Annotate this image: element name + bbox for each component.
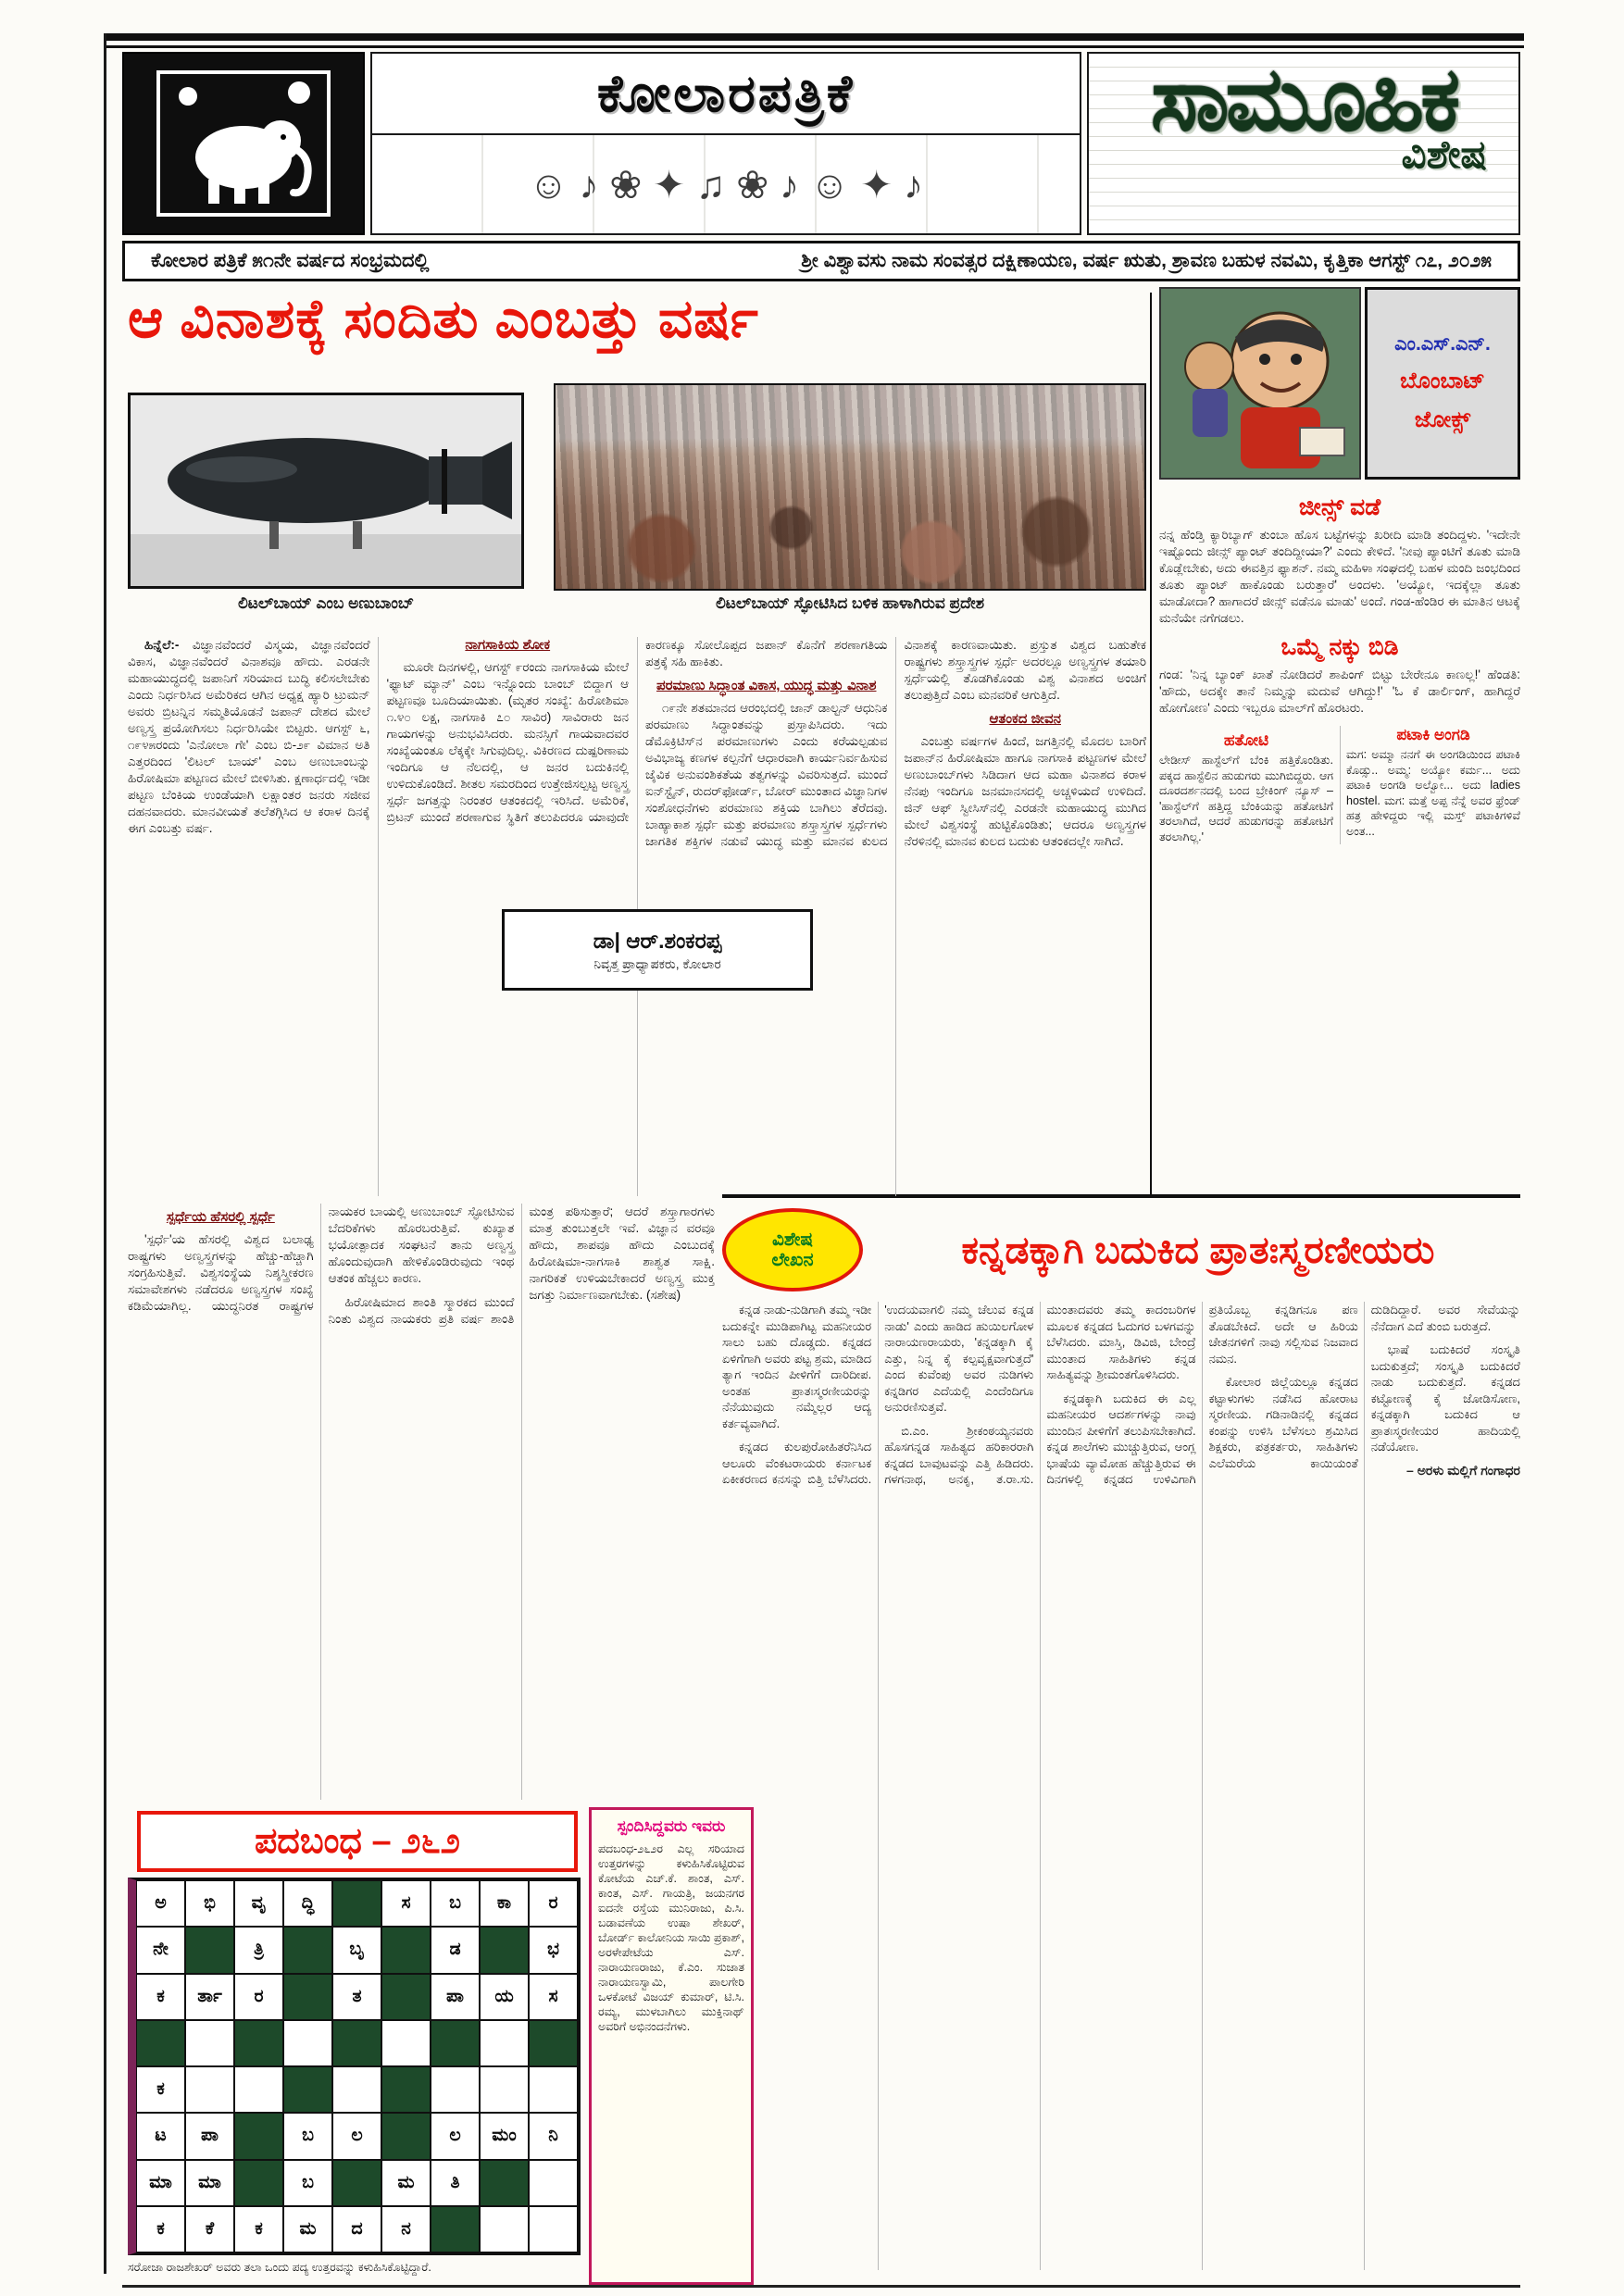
top-rule-thick	[104, 33, 1524, 41]
crossword-cell	[529, 2206, 578, 2252]
masthead	[122, 52, 1520, 235]
crossword-cell	[431, 2020, 480, 2066]
special-article-title: ಕನ್ನಡಕ್ಕಾಗಿ ಬದುಕಿದ ಪ್ರಾತಃಸ್ಮರಣೀಯರು	[961, 1228, 1435, 1271]
crossword-cell: ದ	[332, 2206, 381, 2252]
crossword-cell	[283, 2020, 332, 2066]
article-subhead: ಸ್ಪರ್ಧೆಯ ಹೆಸರಲ್ಲಿ ಸ್ಪರ್ಧೆ	[166, 1209, 275, 1225]
crossword-cell	[480, 2206, 529, 2252]
special-article-badge	[722, 1208, 863, 1292]
jokes-brand-word1: ಬೊಂಬಾಟ್	[1400, 368, 1485, 393]
crossword-cell: ರ	[529, 1880, 578, 1927]
jokes-column	[1159, 487, 1520, 1196]
crossword-cell	[529, 2066, 578, 2113]
article-paragraph: ಎಂಬತ್ತು ವರ್ಷಗಳ ಹಿಂದೆ, ಜಗತ್ತಿನಲ್ಲಿ ಮೊದಲ ಬಾರಿಗೆ ಜಪಾನ್‌ನ ಹಿರೋಷಿಮಾ ಹಾಗೂ ನಾಗಸಾಕಿ ಪಟ್ಟಣಗಳ ಮೇಲೆ ಅಣುಬಾಂಬ್‌ಗಳು ಸಿಡಿದಾಗ ಆದ ಮಹಾ ವಿನಾಶದ ಕರಾಳ ನೆನಪು ಇಂದಿಗೂ ಜನಮಾನಸದಲ್ಲಿ ಅಚ್ಚಳಿಯದೆ ಉಳಿದಿದೆ. ಜಿನ್ ಆಫ್ ಸ್ವೀಸಿಸ್‌ನಲ್ಲಿ ಎರಡನೇ ಮಹಾಯುದ್ಧ ಮುಗಿದ ಮೇಲೆ ವಿಶ್ವಸಂಸ್ಥೆ ಹುಟ್ಟಿಕೊಂಡಿತು; ಆದರೂ ಅಣ್ವಸ್ತ್ರಗಳ ನೆರಳಿನಲ್ಲಿ ಮಾನವ ಕುಲದ ಬದುಕು ಆತಂಕದಲ್ಲೇ ಸಾಗಿದೆ.	[904, 734, 1146, 848]
jokes-brand-box	[1365, 287, 1520, 480]
crossword-cell	[234, 2020, 283, 2066]
special-paragraph: ಕನ್ನಡಕ್ಕಾಗಿ ಬದುಕಿದ ಈ ಎಲ್ಲ ಮಹನೀಯರ ಆದರ್ಶಗಳನ್ನು ನಾವು ಮುಂದಿನ ಪೀಳಿಗೆಗೆ ತಲುಪಿಸಬೇಕಾಗಿದೆ. ಕನ್ನಡ ಶಾಲೆಗಳು ಮುಚ್ಚುತ್ತಿರುವ, ಆಂಗ್ಲ ಭಾಷೆಯ ವ್ಯಾಮೋಹ ಹೆಚ್ಚುತ್ತಿರುವ ಈ ದಿನಗಳಲ್ಲಿ ಕನ್ನಡದ ಉಳಿವಿಗಾಗಿ ಪ್ರತಿಯೊಬ್ಬ ಕನ್ನಡಿಗನೂ ಪಣ ತೊಡಬೇಕಿದೆ. ಅದೇ ಆ ಹಿರಿಯ ಚೇತನಗಳಿಗೆ ನಾವು ಸಲ್ಲಿಸುವ ನಿಜವಾದ ನಮನ.	[1046, 1303, 1358, 1486]
joke-title: ಹತೋಟಿ	[1223, 731, 1269, 749]
article-subhead: ನಾಗಸಾಕಿಯ ಶೋಕ	[465, 637, 551, 653]
jokes-brand-word2: ಜೋಕ್ಸ್	[1414, 407, 1471, 432]
special-paragraph: ಭಾಷೆ ಬದುಕಿದರೆ ಸಂಸ್ಕೃತಿ ಬದುಕುತ್ತದೆ; ಸಂಸ್ಕೃತಿ ಬದುಕಿದರೆ ನಾಡು ಬದುಕುತ್ತದೆ. ಕನ್ನಡದ ಕಟ್ಟೋಣಕ್ಕೆ ಕೈ ಜೋಡಿಸೋಣ, ಕನ್ನಡಕ್ಕಾಗಿ ಬದುಕಿದ ಆ ಪ್ರಾತಃಸ್ಮರಣೀಯರ ಹಾದಿಯಲ್ಲಿ ನಡೆಯೋಣ.	[1370, 1342, 1520, 1454]
crossword-cell: ಕ	[234, 2206, 283, 2252]
article-paragraph: ಹಿರೋಷಿಮಾದ ಶಾಂತಿ ಸ್ಮಾರಕದ ಮುಂದೆ ನಿಂತು ವಿಶ್ವದ ನಾಯಕರು ಪ್ರತಿ ವರ್ಷ ಶಾಂತಿ ಮಂತ್ರ ಪಠಿಸುತ್ತಾರೆ; ಆದರೆ ಶಸ್ತ್ರಾಗಾರಗಳು ಮಾತ್ರ ತುಂಬುತ್ತಲೇ ಇವೆ. ವಿಜ್ಞಾನ ವರವೂ ಹೌದು, ಶಾಪವೂ ಹೌದು ಎಂಬುದಕ್ಕೆ ಹಿರೋಷಿಮಾ-ನಾಗಸಾಕಿ ಶಾಶ್ವತ ಸಾಕ್ಷಿ. ನಾಗರಿಕತೆ ಉಳಿಯಬೇಕಾದರೆ ಅಣ್ವಸ್ತ್ರ ಮುಕ್ತ ಜಗತ್ತು ನಿರ್ಮಾಣವಾಗಬೇಕು. (ಸಶೇಷ)	[328, 1204, 715, 1326]
joke-text: ಲೇಡೀಸ್ ಹಾಸ್ಟೆಲ್‌ಗೆ ಬೆಂಕಿ ಹತ್ತಿಕೊಂಡಿತು. ಪಕ್ಕದ ಹಾಸ್ಟೆಲಿನ ಹುಡುಗರು ಮುಗಿಬಿದ್ದರು. ಆಗ ದೂರದರ್ಶನದಲ್ಲಿ ಬಂದ ಬ್ರೇಕಿಂಗ್ ನ್ಯೂಸ್ – 'ಹಾಸ್ಟೆಲ್‌ಗೆ ಹತ್ತಿದ್ದ ಬೆಂಕಿಯನ್ನು ಹತೋಟಿಗೆ ತರಲಾಗಿದೆ, ಆದರೆ ಹುಡುಗರನ್ನು ಹತೋಟಿಗೆ ತರಲಾಗಿಲ್ಲ.'	[1159, 754, 1333, 843]
crossword-cell: ಪಾ	[185, 2113, 234, 2159]
crossword-cell	[283, 2066, 332, 2113]
crossword-cell: ಬೃ	[332, 1927, 381, 1973]
special-paragraph: ಕೋಲಾರ ಜಿಲ್ಲೆಯಲ್ಲೂ ಕನ್ನಡದ ಕಟ್ಟಾಳುಗಳು ನಡೆಸಿದ ಹೋರಾಟ ಸ್ಮರಣೀಯ. ಗಡಿನಾಡಿನಲ್ಲಿ ಕನ್ನಡದ ಕಂಪನ್ನು ಉಳಿಸಿ ಬೆಳೆಸಲು ಶ್ರಮಿಸಿದ ಶಿಕ್ಷಕರು, ಪತ್ರಕರ್ತರು, ಸಾಹಿತಿಗಳು ಎಲೆಮರೆಯ ಕಾಯಿಯಂತೆ ದುಡಿದಿದ್ದಾರೆ. ಅವರ ಸೇವೆಯನ್ನು ನೆನೆದಾಗ ಎದೆ ತುಂಬಿ ಬರುತ್ತದೆ.	[1208, 1303, 1520, 1470]
crossword-cell: ರ	[234, 1974, 283, 2020]
page-bottom-rule	[122, 2285, 1520, 2288]
crossword-cell: ಕೆ	[185, 2206, 234, 2252]
crossword-cell: ಅ	[136, 1880, 185, 1927]
crossword-cell	[381, 2020, 431, 2066]
joke-text: ಗಂಡ: 'ನಿನ್ನ ಬ್ಯಾಂಕ್ ಖಾತೆ ನೋಡಿದರೆ ಶಾಪಿಂಗ್ ಬಿಟ್ಟು ಬೇರೇನೂ ಕಾಣಲ್ಲ!' ಹೆಂಡತಿ: 'ಹೌದು, ಅದಕ್ಕೇ ತಾನೆ ನಿಮ್ಮನ್ನು ಮದುವೆ ಆಗಿದ್ದು!' 'ಓ ಕೆ ಡಾರ್ಲಿಂಗ್, ಹಾಗಿದ್ದರೆ ಹೋಗೋಣ' ಎಂದು ಇಬ್ಬರೂ ಮಾಲ್‌ಗೆ ಹೊರಟರು.	[1159, 668, 1520, 715]
jokes-brand-author: ಎಂ.ಎಸ್.ಎನ್.	[1394, 333, 1491, 355]
crossword-cell	[480, 2160, 529, 2206]
joke-title: ಪಟಾಕಿ ಅಂಗಡಿ	[1396, 726, 1470, 743]
article-paragraph: ಮೂರೇ ದಿನಗಳಲ್ಲಿ, ಆಗಸ್ಟ್ ೯ರಂದು ನಾಗಸಾಕಿಯ ಮೇಲೆ 'ಫ್ಯಾಟ್ ಮ್ಯಾನ್' ಎಂಬ ಇನ್ನೊಂದು ಬಾಂಬ್ ಬಿದ್ದಾಗ ಆ ಪಟ್ಟಣವೂ ಬೂದಿಯಾಯಿತು. (ಮೃತರ ಸಂಖ್ಯೆ: ಹಿರೋಶಿಮಾ ೧.೪೦ ಲಕ್ಷ, ನಾಗಸಾಕಿ ೭೦ ಸಾವಿರ) ಸಾವಿರಾರು ಜನ ಗಾಯಗಳನ್ನು ಅನುಭವಿಸಿದರು. ಮನಸ್ಸಿಗೆ ಗಾಯವಾದವರ ಸಂಖ್ಯೆಯಂತೂ ಲೆಕ್ಕಕ್ಕೇ ಸಿಗುವುದಿಲ್ಲ. ವಿಕಿರಣದ ದುಷ್ಪರಿಣಾಮ ಇಂದಿಗೂ ಆ ನೆಲದಲ್ಲಿ, ಆ ಜನರ ಬದುಕಿನಲ್ಲಿ ಉಳಿದುಕೊಂಡಿದೆ. ಶೀತಲ ಸಮರದಿಂದ ಉತ್ತೇಜಿಸಲ್ಪಟ್ಟ ಅಣ್ವಸ್ತ್ರ ಸ್ಪರ್ಧೆ ಜಗತ್ತನ್ನು ನಿರಂತರ ಆತಂಕದಲ್ಲಿ ಇರಿಸಿದೆ. ಅಮೆರಿಕೆ, ಬ್ರಿಟನ್ ಮುಂದೆ ಶರಣಾಗುವ ಸ್ಥಿತಿಗೆ ತಲುಪಿದರೂ ಯಾವುದೇ ಕಾರಣಕ್ಕೂ ಸೋಲೊಪ್ಪದ ಜಪಾನ್ ಕೊನೆಗೆ ಶರಣಾಗತಿಯ ಪತ್ರಕ್ಕೆ ಸಹಿ ಹಾಕಿತು.	[386, 638, 888, 824]
article-subhead: ಆತಂಕದ ಜೀವನ	[989, 711, 1061, 727]
main-headline: ಆ ವಿನಾಶಕ್ಕೆ ಸಂದಿತು ಎಂಬತ್ತು ವರ್ಷ	[128, 293, 759, 349]
special-article-header	[722, 1205, 1520, 1294]
crossword-footnote: ಸರೋಜಾ ರಾಜಶೇಖರ್ ಅವರು ತಲಾ ಒಂದು ಪದ್ಯ ಉತ್ತರವನ್ನು ಕಳುಹಿಸಿಕೊಟ್ಟಿದ್ದಾರೆ.	[128, 2261, 431, 2274]
crossword-cell: ಭ	[529, 1927, 578, 1973]
crossword-cell: ಕಾ	[480, 1880, 529, 1927]
crossword-cell	[332, 2020, 381, 2066]
crossword-cell: ಡ	[431, 1927, 480, 1973]
crossword-cell	[381, 2066, 431, 2113]
crossword-cell	[332, 2066, 381, 2113]
crossword-cell: ನ	[381, 2206, 431, 2252]
crossword-cell: ನೇ	[136, 1927, 185, 1973]
special-article-signature: – ಅರಳು ಮಲ್ಲಿಗೆ ಗಂಗಾಧರ	[1406, 1462, 1520, 1478]
crossword-cell: ಲ	[332, 2113, 381, 2159]
crossword-cell: ಬ	[283, 2160, 332, 2206]
crossword-cell	[480, 1927, 529, 1973]
crossword-cell	[234, 2160, 283, 2206]
jokes-two-columns	[1159, 726, 1520, 844]
responders-title: ಸ್ಪಂದಿಸಿದ್ದವರು ಇವರು	[617, 1817, 726, 1835]
badge-line2: ಲೇಖನ	[771, 1250, 814, 1270]
bomb-illustration-icon	[131, 395, 521, 586]
crossword-cell	[185, 2066, 234, 2113]
crossword-title-box: ಪದಬಂಧ – ೨೬೨	[137, 1811, 578, 1872]
crossword-cell: ಮ	[283, 2206, 332, 2252]
lead-label: ಹಿನ್ನೆಲೆ:-	[144, 638, 180, 652]
top-rule-thin	[104, 45, 1524, 48]
joke-title: ಒಮ್ಮೆ ನಕ್ಕು ಬಿಡಿ	[1280, 634, 1399, 660]
crossword-cell: ಕ	[136, 2066, 185, 2113]
crossword-cell	[283, 1927, 332, 1973]
caricature-icon	[1161, 289, 1361, 480]
crossword-cell: ಯ	[480, 1974, 529, 2020]
ruins-photo	[554, 383, 1146, 591]
special-article-body	[722, 1302, 1520, 2270]
article-lead-text: ವಿಜ್ಞಾನವೆಂದರೆ ವಿಸ್ಮಯ, ವಿಜ್ಞಾನವೆಂದರೆ ವಿಕಾಸ, ವಿಜ್ಞಾನವೆಂದರೆ ವಿನಾಶವೂ ಹೌದು. ಎರಡನೇ ಮಹಾಯುದ್ಧದಲ್ಲಿ ಜಪಾನಿಗೆ ಸರಿಯಾದ ಬುದ್ಧಿ ಕಲಿಸಲೇಬೇಕು ಎಂದು ನಿರ್ಧರಿಸಿದ ಅಮೆರಿಕದ ಆಗಿನ ಅಧ್ಯಕ್ಷ ಹ್ಯಾರಿ ಟ್ರುಮನ್ ಅವರು ಬ್ರಿಟನ್ನಿನ ಸಮ್ಮತಿಯೊಡನೆ ಜಪಾನ್ ದೇಶದ ಮೇಲೆ ಅಣ್ವಸ್ತ್ರ ಪ್ರಯೋಗಿಸಲು ನಿರ್ಧರಿಸಿಯೇ ಬಿಟ್ಟರು. ಆಗಸ್ಟ್ ೬, ೧೯೪೫ರಂದು 'ಎನೋಲಾ ಗೇ' ಎಂಬ ಬಿ-೨೯ ವಿಮಾನ ಅತಿ ಎತ್ತರದಿಂದ 'ಲಿಟಲ್ ಬಾಯ್' ಎಂಬ ಅಣುಬಾಂಬನ್ನು ಹಿರೋಷಿಮಾ ಪಟ್ಟಣದ ಮೇಲೆ ಬೀಳಿಸಿತು. ಕ್ಷಣಾರ್ಧದಲ್ಲಿ ಇಡೀ ಪಟ್ಟಣ ಬೆಂಕಿಯ ಉಂಡೆಯಾಗಿ ಲಕ್ಷಾಂತರ ಜನರು ಸಜೀವ ದಹನವಾದರು. ಮಾನವೀಯತೆ ತಲೆತಗ್ಗಿಸಿದ ಆ ಕರಾಳ ದಿನಕ್ಕೆ ಈಗ ಎಂಬತ್ತು ವರ್ಷ.	[128, 638, 370, 835]
crossword-cell: ಸ	[381, 1880, 431, 1927]
crossword-cell	[529, 2020, 578, 2066]
article-paragraph: ೧೯ನೇ ಶತಮಾನದ ಆರಂಭದಲ್ಲಿ ಜಾನ್ ಡಾಲ್ಟನ್ ಆಧುನಿಕ ಪರಮಾಣು ಸಿದ್ಧಾಂತವನ್ನು ಪ್ರಸ್ತಾಪಿಸಿದರು. ಇದು ಡೆಮೊಕ್ರಿಟಿಸ್‌ನ ಪರಮಾಣುಗಳು ಎಂದು ಕರೆಯಲ್ಪಡುವ ಅವಿಭಾಜ್ಯ ಕಣಗಳ ಕಲ್ಪನೆಗೆ ಆಧಾರವಾಗಿ ಕಾರ್ಯನಿರ್ವಹಿಸುವ ಜೈವಿಕ ಅನುವಂಶಿಕತೆಯ ತತ್ವಗಳನ್ನು ವಿವರಿಸುತ್ತದೆ. ಮುಂದೆ ಐನ್‌ಸ್ಟೈನ್, ರುದರ್‌ಫೋರ್ಡ್, ಬೋರ್ ಮುಂತಾದ ವಿಜ್ಞಾನಿಗಳ ಸಂಶೋಧನೆಗಳು ಪರಮಾಣು ಶಕ್ತಿಯ ಬಾಗಿಲು ತೆರೆದವು. ಬಾಹ್ಯಾಕಾಶ ಸ್ಪರ್ಧೆ ಮತ್ತು ಪರಮಾಣು ಶಸ್ತ್ರಾಸ್ತ್ರಗಳ ಸ್ಪರ್ಧೆಗಳು ಜಾಗತಿಕ ಶಕ್ತಿಗಳ ನಡುವೆ ಯುದ್ಧ ಮತ್ತು ಮಾನವ ಕುಲದ ವಿನಾಶಕ್ಕೆ ಕಾರಣವಾಯಿತು. ಪ್ರಸ್ತುತ ವಿಶ್ವದ ಬಹುತೇಕ ರಾಷ್ಟ್ರಗಳು ಶಸ್ತ್ರಾಸ್ತ್ರಗಳ ಸ್ಪರ್ಧೆ ಅದರಲ್ಲೂ ಅಣ್ವಸ್ತ್ರಗಳ ತಯಾರಿ ಸ್ಪರ್ಧೆಯಲ್ಲಿ ತೊಡಗಿಕೊಂಡು ವಿಶ್ವ ವಿನಾಶದ ಅಂಚಿಗೆ ತಲುಪುತ್ತಿದೆ ಎಂಬ ಮನವರಿಕೆ ಆಗುತ್ತಿದೆ.	[645, 638, 1146, 848]
byline-name: ಡಾ| ಆರ್.ಶಂಕರಪ್ಪ	[593, 928, 722, 953]
crossword-cell	[431, 2066, 480, 2113]
crossword-cell	[381, 1974, 431, 2020]
crossword-cell	[283, 1974, 332, 2020]
article-continuation	[128, 1204, 715, 1800]
crossword-cell: ರ್ತಾ	[185, 1974, 234, 2020]
special-paragraph: ಬಿ.ಎಂ. ಶ್ರೀಕಂಠಯ್ಯನವರು ಹೊಸಗನ್ನಡ ಸಾಹಿತ್ಯದ ಹರಿಕಾರರಾಗಿ ಕನ್ನಡದ ಬಾವುಟವನ್ನು ಎತ್ತಿ ಹಿಡಿದರು. ಗಳಗನಾಥ, ಅನಕೃ, ತ.ರಾ.ಸು. ಮುಂತಾದವರು ತಮ್ಮ ಕಾದಂಬರಿಗಳ ಮೂಲಕ ಕನ್ನಡದ ಓದುಗರ ಬಳಗವನ್ನು ಬೆಳೆಸಿದರು. ಮಾಸ್ತಿ, ಡಿವಿಜಿ, ಬೇಂದ್ರೆ ಮುಂತಾದ ಸಾಹಿತಿಗಳು ಕನ್ನಡ ಸಾಹಿತ್ಯವನ್ನು ಶ್ರೀಮಂತಗೊಳಿಸಿದರು.	[884, 1303, 1196, 1486]
joke-title: ಜೀನ್ಸ್ ವಡೆ	[1298, 494, 1381, 520]
crossword-cell: ಸ	[529, 1974, 578, 2020]
culture-strip-icons: ☺ ♪ ❀ ✦ ♫ ❀ ♪ ☺ ✦ ♪	[370, 135, 1081, 235]
byline-role: ನಿವೃತ್ತ ಪ್ರಾಧ್ಯಾಪಕರು, ಕೋಲಾರ	[593, 955, 721, 971]
dateline-right: ಶ್ರೀ ವಿಶ್ವಾವಸು ನಾಮ ಸಂವತ್ಸರ ದಕ್ಷಿಣಾಯಣ, ವರ್ಷ ಋತು, ಶ್ರಾವಣ ಬಹುಳ ನವಮಿ, ಕೃತ್ತಿಕಾ ಆಗಸ್ಟ್ ೧೭, ೨೦೨೫	[801, 250, 1492, 271]
special-paragraph: ಕನ್ನಡ ನಾಡು-ನುಡಿಗಾಗಿ ತಮ್ಮ ಇಡೀ ಬದುಕನ್ನೇ ಮುಡಿಪಾಗಿಟ್ಟ ಮಹನೀಯರ ಸಾಲು ಬಹು ದೊಡ್ಡದು. ಕನ್ನಡದ ಏಳಿಗೆಗಾಗಿ ಅವರು ಪಟ್ಟ ಶ್ರಮ, ಮಾಡಿದ ತ್ಯಾಗ ಇಂದಿನ ಪೀಳಿಗೆಗೆ ದಾರಿದೀಪ. ಅಂತಹ ಪ್ರಾತಃಸ್ಮರಣೀಯರನ್ನು ನೆನೆಯುವುದು ನಮ್ಮೆಲ್ಲರ ಆದ್ಯ ಕರ್ತವ್ಯವಾಗಿದೆ.	[722, 1303, 872, 1430]
crossword-cell	[431, 2206, 480, 2252]
joke-text: ಮಗ: ಅಮ್ಮಾ ನನಗೆ ಈ ಅಂಗಡಿಯಿಂದ ಪಟಾಕಿ ಕೊಡ್ಸು.. ಅಮ್ಮ: ಅಯ್ಯೋ ಕರ್ಮ... ಅದು ಪಟಾಕಿ ಅಂಗಡಿ ಅಲ್ವೋ... ಅದು ladies hostel. ಮಗ: ಮತ್ತೆ ಅಪ್ಪ ನೆನ್ನೆ ಅವರ ಫ್ರೆಂಡ್ ಹತ್ರ ಹೇಳಿದ್ದರು ಇಲ್ಲಿ ಮಸ್ತ್ ಪಟಾಕಿಗಳಿವೆ ಅಂತ...	[1346, 748, 1520, 838]
edition-title-line1: ಸಾಮೂಹಿಕ	[1150, 52, 1457, 149]
crossword-cell	[185, 1927, 234, 1973]
badge-line1: ವಿಶೇಷ	[771, 1229, 814, 1250]
crossword-cell: ತ	[332, 1974, 381, 2020]
crossword-cell	[332, 1880, 381, 1927]
crossword-cell: ಕ	[136, 1974, 185, 2020]
crossword-cell: ದ್ಧಿ	[283, 1880, 332, 1927]
special-paragraph: ಕನ್ನಡದ ಕುಲಪುರೋಹಿತರೆನಿಸಿದ ಆಲೂರು ವೆಂಕಟರಾಯರು ಕರ್ನಾಟಕ ಏಕೀಕರಣದ ಕನಸನ್ನು ಬಿತ್ತಿ ಬೆಳೆಸಿದರು. 'ಉದಯವಾಗಲಿ ನಮ್ಮ ಚೆಲುವ ಕನ್ನಡ ನಾಡು' ಎಂದು ಹಾಡಿದ ಹುಯಿಲಗೋಳ ನಾರಾಯಣರಾಯರು, 'ಕನ್ನಡಕ್ಕಾಗಿ ಕೈ ಎತ್ತು, ನಿನ್ನ ಕೈ ಕಲ್ಪವೃಕ್ಷವಾಗುತ್ತದೆ' ಎಂದ ಕುವೆಂಪು ಅವರ ನುಡಿಗಳು ಕನ್ನಡಿಗರ ಎದೆಯಲ್ಲಿ ಎಂದೆಂದಿಗೂ ಅನುರಣಿಸುತ್ತವೆ.	[722, 1303, 1034, 1486]
joke-text: ನನ್ನ ಹೆಂಡ್ತಿ ಕ್ಯಾರಿಬ್ಯಾಗ್ ತುಂಬಾ ಹೊಸ ಬಟ್ಟೆಗಳನ್ನು ಖರೀದಿ ಮಾಡಿ ತಂದಿದ್ದಳು. 'ಇದೇನೇ ಇಷ್ಟೊಂದು ಜೀನ್ಸ್ ಪ್ಯಾಂಟ್ ತಂದಿದ್ದೀಯಾ?' ಎಂದು ಕೇಳಿದೆ. 'ನೀವು ಪ್ಯಾಂಟಿಗೆ ತೂತು ಮಾಡಿ ಕೊಡ್ಲೇಬೇಕು, ಅದು ಈವತ್ತಿನ ಫ್ಯಾಶನ್. ನಮ್ಮ ಮಹಿಳಾ ಸಂಘದಲ್ಲಿ ಬಹಳ ಮಂದಿ ಜಂಭದಿಂದ ತೂತು ಪ್ಯಾಂಟ್ ಹಾಕೊಂಡು ಬರುತ್ತಾರೆ' ಅಂದಳು. 'ಅಯ್ಯೋ, ಇದಕ್ಕೆಲ್ಲಾ ತೂತು ಮಾಡೋದಾ? ಹಾಗಾದರೆ ಜೀನ್ಸ್ ವಡೆನೂ ಮಾಡು' ಅಂದೆ. ಗಂಡ-ಹೆಂಡಿರ ಈ ಮಾತಿನ ಆಟಕ್ಕೆ ಮನೆಯೇ ನಗೆಗಡಲು.	[1159, 528, 1520, 625]
crossword-cell: ಮ	[381, 2160, 431, 2206]
crossword-cell: ಮಾ	[136, 2160, 185, 2206]
dateline-bar	[122, 241, 1520, 281]
crossword-cell	[136, 2020, 185, 2066]
crossword-cell	[185, 2020, 234, 2066]
crossword-cell: ಭಿ	[185, 1880, 234, 1927]
elephant-art	[122, 52, 365, 235]
page-left-edge	[104, 33, 106, 2274]
byline-box	[502, 909, 813, 991]
crossword-cell: ಪಾ	[431, 1974, 480, 2020]
crossword-cell: ಮಾ	[185, 2160, 234, 2206]
bomb-photo	[128, 393, 524, 589]
crossword-cell: ವೃ	[234, 1880, 283, 1927]
crossword-cell	[234, 2066, 283, 2113]
bomb-photo-caption: ಲಿಟಲ್‌ಬಾಯ್ ಎಂಬ ಅಣುಬಾಂಬ್	[237, 594, 415, 612]
edition-title-line2: ವಿಶೇಷ	[1401, 132, 1487, 177]
crossword-responders-box	[589, 1807, 754, 2285]
crossword-cell	[529, 2160, 578, 2206]
dateline-left: ಕೋಲಾರ ಪತ್ರಿಕೆ ೫೧ನೇ ವರ್ಷದ ಸಂಭ್ರಮದಲ್ಲಿ	[151, 250, 430, 271]
crossword-cell	[381, 1927, 431, 1973]
crossword-cell: ಟ	[136, 2113, 185, 2159]
crossword-cell: ತ್ರಿ	[234, 1927, 283, 1973]
responders-text: ಪದಬಂಧ-೨೬೨ರ ಎಲ್ಲ ಸರಿಯಾದ ಉತ್ತರಗಳನ್ನು ಕಳುಹಿಸಿಕೊಟ್ಟಿರುವ ಕೋಟೆಯ ಎಚ್.ಕೆ. ಶಾಂತ, ಎಸ್. ಕಾಂತ, ಎಸ್. ಗಾಯತ್ರಿ, ಜಯನಗರ ಐದನೇ ರಸ್ತೆಯ ಮುನಿರಾಜು, ಪಿ.ಸಿ. ಬಡಾವಣೆಯ ಉಷಾ ಶೇಖರ್, ಬೋರ್ಡ್ ಕಾಲೋನಿಯ ಸಾಯಿ ಪ್ರಕಾಶ್, ಅರಳೇಪೇಟೆಯ ಎಸ್. ನಾರಾಯಣರಾಜು, ಕೆ.ಎಂ. ಸುಜಾತ ನಾರಾಯಣಸ್ವಾಮಿ, ಪಾಲಗೇರಿ ಒಳಕೋಟೆ ವಿಜಯ್ ಕುಮಾರ್, ಟಿ.ಸಿ. ರಮ್ಯ, ಮುಳಬಾಗಿಲು ಮುಕ್ತಿನಾಥ್ ಅವರಿಗೆ ಅಭಿನಂದನೆಗಳು.	[598, 1842, 744, 2033]
cartoonist-caricature-image	[1159, 287, 1361, 480]
crossword-cell: ಬ	[283, 2113, 332, 2159]
crossword-cell	[480, 2020, 529, 2066]
crossword-cell	[381, 2113, 431, 2159]
crossword-cell: ಕ	[136, 2206, 185, 2252]
crossword-cell	[234, 2113, 283, 2159]
edition-title-art	[1087, 52, 1520, 235]
masthead-center	[370, 52, 1081, 235]
article-subhead: ಪರಮಾಣು ಸಿದ್ಧಾಂತ ವಿಕಾಸ, ಯುದ್ಧ ಮತ್ತು ವಿನಾಶ	[656, 678, 877, 693]
crossword-cell: ಲ	[431, 2113, 480, 2159]
article-paragraph: 'ಸ್ಪರ್ಧೆ'ಯ ಹೆಸರಲ್ಲಿ ವಿಶ್ವದ ಬಲಾಢ್ಯ ರಾಷ್ಟ್ರಗಳು ಅಣ್ವಸ್ತ್ರಗಳನ್ನು ಹೆಚ್ಚು-ಹೆಚ್ಚಾಗಿ ಸಂಗ್ರಹಿಸುತ್ತಿವೆ. ವಿಶ್ವಸಂಸ್ಥೆಯ ನಿಶ್ಶಸ್ತ್ರೀಕರಣ ಸಮಾವೇಶಗಳು ನಡೆದರೂ ಅಣ್ವಸ್ತ್ರಗಳ ಸಂಖ್ಯೆ ಕಡಿಮೆಯಾಗಿಲ್ಲ. ಯುದ್ಧನಿರತ ರಾಷ್ಟ್ರಗಳ ನಾಯಕರ ಬಾಯಲ್ಲಿ ಅಣುಬಾಂಬ್ ಸ್ಫೋಟಿಸುವ ಬೆದರಿಕೆಗಳು ಹೊರಬರುತ್ತಿವೆ. ಕುಖ್ಯಾತ ಭಯೋತ್ಪಾದಕ ಸಂಘಟನೆ ತಾನು ಅಣ್ವಸ್ತ್ರ ಹೊಂದುವುದಾಗಿ ಹೇಳಿಕೊಂಡಿರುವುದು ಇಂಥ ಆತಂಕ ಹೆಚ್ಚಲು ಕಾರಣ.	[128, 1204, 515, 1313]
ruins-photo-caption: ಲಿಟಲ್‌ಬಾಯ್ ಸ್ಫೋಟಿಸಿದ ಬಳಿಕ ಹಾಳಾಗಿರುವ ಪ್ರದೇಶ	[715, 594, 985, 612]
paper-name: ಕೋಲಾರಪತ್ರಿಕೆ	[370, 52, 1081, 135]
article-paragraph	[128, 637, 370, 837]
jokes-column-rule	[1150, 293, 1152, 1196]
elephant-icon	[151, 65, 336, 222]
crossword-cell: ನಿ	[529, 2113, 578, 2159]
crossword-cell	[480, 2066, 529, 2113]
crossword-cell: ಬ	[431, 1880, 480, 1927]
crossword-cell	[332, 2160, 381, 2206]
crossword-grid	[128, 1878, 581, 2255]
crossword-cell: ಮಂ	[480, 2113, 529, 2159]
crossword-cell: ತಿ	[431, 2160, 480, 2206]
